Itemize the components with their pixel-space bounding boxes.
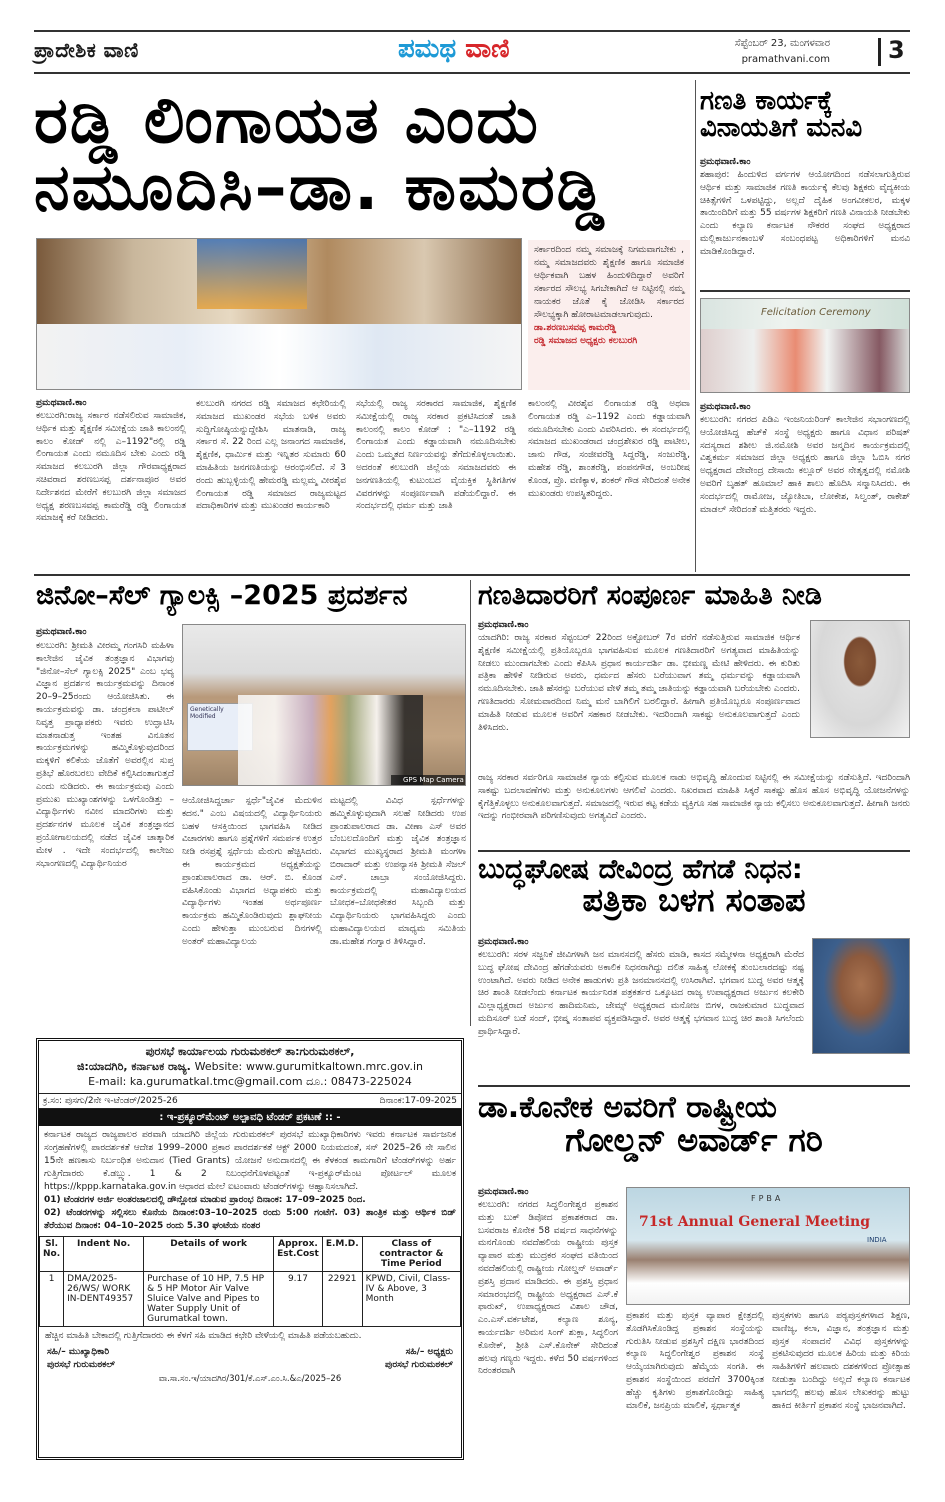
award-headline-line1: ಡಾ.ಕೊನೇಕ ಅವರಿಗೆ ರಾಷ್ಟ್ರೀಯ xyxy=(478,1090,777,1125)
award-headline xyxy=(478,1092,910,1157)
lead-headline xyxy=(34,84,689,226)
tender-sign-left-title: ಸಹಿ/– ಮುಖ್ಯಾಧಿಕಾರಿ xyxy=(47,1347,110,1357)
lead-col1: ಕಲಬುರಗಿ:ರಾಜ್ಯ ಸರ್ಕಾರ ನಡೆಸಲಿರುವ ಸಾಮಾಜಿಕ, ಆರ್ಥಿಕ ಮತ್ತು ಶೈಕ್ಷಣಿಕ ಸಮೀಕ್ಷೆಯ ಜಾತಿ ಕಾಲಂನಲ್ಲಿ ಕಾಲಂ ಕೋಡ್ ನಲ್ಲಿ ಎ–1192"ರಲ್ಲಿ ರಡ್ಡಿ ಲಿಂಗಾಯತ ಎಂದು ನಮೂದಿಸ ಬೇಕು ಎಂದು ರಡ್ಡಿ ಸಮಾಜದ ಕಲಬುರಗಿ ಜಿಲ್ಲಾ ಗೌರವಾಧ್ಯಕ್ಷರಾದ ಸಚಿವರಾದ ಶರಣಬಸಪ್ಪ ದರ್ಶನಾಪೂರ ಅವರ ನಿರ್ದೇಶನದ ಮೇರೆಗೆ ಕಲಬುರಗಿ ಜಿಲ್ಲಾ ಸಮಾಜದ ಅಧ್ಯಕ್ಷ ಶರಣಬಸವಪ್ಪ ಕಾಮರೆಡ್ಡಿ ರಡ್ಡಿ ಲಿಂಗಾಯತ ಸಮಾಜಕ್ಕೆ ಕರೆ ನೀಡಿದರು. xyxy=(36,411,186,524)
tender-contact-line xyxy=(39,1074,461,1089)
genosel-col3: ಮಟ್ಟದಲ್ಲಿ ವಿವಿಧ ಸ್ಪರ್ಧೆಗಳನ್ನು ಹಮ್ಮಿಕೊಳ್ಳುವುದಾಗಿ ಸಲಹೆ ನೀಡಿದರು ಉಪ ಪ್ರಾಂಶುಪಾಲರಾದ ಡಾ. ವೀಣಾ ಎಸ್ ಅವರ ಬೆಂಬಲದೊಂದಿಗೆ ಮತ್ತು ಜೈವಿಕ ತಂತ್ರಜ್ಞಾನ ವಿಭಾಗದ ಮುಖ್ಯಸ್ಥರಾದ ಶ್ರೀಮತಿ ಮಂಗಳಾ ಬಿರಾದಾರ್ ಮತ್ತು ಉಪನ್ಯಾಸಕಿ ಶ್ರೀಮತಿ ಸೆಜಲ್ ಎನ್. ಚಾಬ್ರಾ ಸಂಯೋಜಿಸಿದ್ದರು. ಕಾರ್ಯಕ್ರಮದಲ್ಲಿ ಮಹಾವಿದ್ಯಾಲಯದ ಬೋಧಕ–ಬೋಧಕೇತರ ಸಿಬ್ಬಂದಿ ಮತ್ತು ವಿದ್ಯಾರ್ಥಿನಿಯರು ಭಾಗವಹಿಸಿದ್ದರು ಎಂದು ಮಹಾವಿದ್ಯಾಲಯದ ಮಾಧ್ಯಮ ಸಮಿತಿಯ ಡಾ.ಮಹೇಶ ಗಂಗ್ವಾರ ತಿಳಿಸಿದ್ದಾರೆ. xyxy=(330,796,466,947)
cell-emd: 22921 xyxy=(322,1272,362,1327)
tender-signatures xyxy=(39,1346,461,1372)
lead-quote-author-title: ರಡ್ಡಿ ಸಮಾಜದ ಅಧ್ಯಕ್ಷರು ಕಲಬುರಗಿ xyxy=(534,336,638,346)
lead-headline-line1: ರಡ್ಡಿ ಲಿಂಗಾಯತ ಎಂದು xyxy=(34,84,540,158)
cell-sl: 1 xyxy=(40,1272,64,1327)
ganathi-body-bottom: ರಾಜ್ಯ ಸರಕಾರ ಸರ್ವರಿಗೂ ಸಾಮಾಜಿಕ ನ್ಯಾಯ ಕಲ್ಪಿಸುವ ಮೂಲಕ ನಾಡು ಅಭಿವೃದ್ಧಿ ಹೊಂದುವ ನಿಟ್ಟಿನಲ್ಲಿ ಈ ಸಮೀಕ್ಷೆಯನ್ನು ನಡೆಸುತ್ತಿದೆ. ಇದರಿಂದಾಗಿ ಸಾಕಷ್ಟು ಬದಲಾವಣೆಗಳು ಮತ್ತು ಅನುಕೂಲಗಳು ಆಗಲಿವೆ ಎಂದರು. ನಿಖರವಾದ ಮಾಹಿತಿ ಸಿಕ್ಕರೆ ಸಾಕಷ್ಟು ಹೊಸ ಹೊಸ ಅಭಿವೃದ್ಧಿ ಯೋಜನೆಗಳನ್ನು ಕೈಗೆತ್ತಿಕೊಳ್ಳಲು ಅನುಕೂಲವಾಗುತ್ತದೆ. ಸಮಾಜದಲ್ಲಿ ಇರುವ ಕಟ್ಟ ಕಡೆಯ ವ್ಯಕ್ತಿಗೂ ಸಹ ಸಾಮಾಜಿಕ ನ್ಯಾಯ ಕಲ್ಪಿಸಲು ಅನುಕೂಲವಾಗುತ್ತದೆ. ಹೀಗಾಗಿ ಜನರು ಇದನ್ನು ಗಂಭೀರವಾಗಿ ಪರಿಗಣಿಸುವುದು ಅಗತ್ಯವಿದೆ ಎಂದರು. xyxy=(478,773,910,822)
felicitation-photo xyxy=(700,298,910,393)
lead-col3: ಸಭೆಯಲ್ಲಿ ರಾಜ್ಯ ಸರಕಾರದ ಸಾಮಾಜಿಕ, ಶೈಕ್ಷಣಿಕ ಸಮೀಕ್ಷೆಯಲ್ಲಿ ರಾಜ್ಯ ಸರಕಾರ ಪ್ರಕಟಿಸಿದಂತೆ ಜಾತಿ ಕಾಲಂನಲ್ಲಿ ಕಾಲಂ ಕೋಡ್ : "ಎ–1192 ರಡ್ಡಿ ಲಿಂಗಾಯತ ಎಂದು ಕಡ್ಡಾಯವಾಗಿ ನಮೂದಿಸಬೇಕು ಎಂದು ಒಮ್ಮತದ ನಿರ್ಣಯವನ್ನು ತೆಗೆದುಕೊಳ್ಳಲಾಯಿತು. ಅದರಂತೆ ಕಲಬುರಗಿ ಜಿಲ್ಲೆಯ ಸಮಾಜದವರು ಈ ಜನಗಣತಿಯಲ್ಲಿ ಕುಟುಂಬದ ವೈಯಕ್ತಿಕ ಸ್ಥಿತಿಗತಿಗಳ ವಿವರಗಳನ್ನು ಸಂಪೂರ್ಣವಾಗಿ ಪಡೆಯಲಿದ್ದಾರೆ. ಈ ಸಂದರ್ಭದಲ್ಲಿ ಧರ್ಮ ಮತ್ತು ಜಾತಿ xyxy=(356,399,516,512)
col-header-indent: Indent No. xyxy=(64,1237,144,1272)
tender-email-label: E-mail: xyxy=(88,1075,127,1088)
tender-website[interactable]: www.gurumitkaltown.mrc.gov.in xyxy=(246,1060,423,1073)
side-top-headline xyxy=(700,88,912,143)
ganathi-portrait xyxy=(810,620,910,738)
genosel-photo-screen: Genetically Modified xyxy=(187,703,253,751)
award-photo xyxy=(626,1187,910,1305)
tender-dipr-ref: ವಾ.ಸಾ.ಸಂ.ಇ/ಯಾದಗಿರ/301/ಕೆ.ಎಸ್.ಎಂ.ಸಿ.&ಎ/2025–26 xyxy=(158,1374,342,1384)
ganathi-body-top: ಯಾದಗಿರಿ: ರಾಜ್ಯ ಸರಕಾರ ಸೆಪ್ಟಂಬರ್ 22ರಿಂದ ಅಕ್ಟೋಬರ್ 7ರ ವರೆಗೆ ನಡೆಸುತ್ತಿರುವ ಸಾಮಾಜಿಕ ಆರ್ಥಿಕ ಶೈಕ್ಷಣಿಕ ಸಮೀಕ್ಷೆಯಲ್ಲಿ ಪ್ರತಿಯೊಬ್ಬರೂ ಭಾಗವಹಿಸುವ ಮೂಲಕ ಗಣತಿದಾರರಿಗೆ ಅಗತ್ಯವಾದ ಮಾಹಿತಿಯನ್ನು ನೀಡಲು ಮುಂದಾಗಬೇಕು ಎಂದು ಕೆಪಿಸಿಸಿ ಪ್ರಧಾನ ಕಾರ್ಯದರ್ಶಿ ಡಾ. ಭೀಮಣ್ಣ ಮೇಟಿ ಹೇಳಿದರು. ಈ ಕುರಿತು ಪತ್ರಿಕಾ ಹೇಳಿಕೆ ನೀಡಿರುವ ಅವರು, ಧರ್ಮದ ಹೆಸರು ಬರೆಯುವಾಗ ತಮ್ಮ ಧರ್ಮವನ್ನು ಕಡ್ಡಾಯವಾಗಿ ನಮೂದಿಸಬೇಕು. ಜಾತಿ ಹೆಸರನ್ನು ಬರೆಯುವ ವೇಳೆ ತಮ್ಮ ತಮ್ಮ ಜಾತಿಯನ್ನು ಕಡ್ಡಾಯವಾಗಿ ಬರೆಯಬೇಕು ಎಂದರು. ಗಣತಿದಾರರು ಸೋಮವಾರದಿಂದ ನಿಮ್ಮ ಮನೆ ಬಾಗಿಲಿಗೆ ಬರಲಿದ್ದಾರೆ. ಹೀಗಾಗಿ ಪ್ರತಿಯೊಬ್ಬರೂ ಸಂಪೂರ್ಣವಾದ ಮಾಹಿತಿ ನೀಡುವ ಮೂಲಕ ಅವರಿಗೆ ಸಹಕಾರ ನೀಡಬೇಕು. ಇದರಿಂದಾಗಿ ಸಾಕಷ್ಟು ಅನುಕೂಲವಾಗುತ್ತದೆ ಎಂದು ತಿಳಿಸಿದರು. xyxy=(478,633,800,733)
col-header-emd: E.M.D. xyxy=(322,1237,362,1272)
lead-col2: ಕಲಬುರಗಿ ನಗರದ ರಡ್ಡಿ ಸಮಾಜದ ಕಛೇರಿಯಲ್ಲಿ ಸಮಾಜದ ಮುಖಂಡರ ಸಭೆಯ ಬಳಿಕ ಅವರು ಸುದ್ದಿಗೋಷ್ಠಿಯನ್ನುದ್ದೇಶಿಸಿ ಮಾತನಾಡಿ, ರಾಜ್ಯ ಸರ್ಕಾರ ಸೆ. 22 ರಿಂದ ಎಲ್ಲ ಜನಾಂಗದ ಸಾಮಾಜಿಕ, ಶೈಕ್ಷಣಿಕ, ಧಾರ್ಮಿಕ ಮತ್ತು ಇನ್ನಿತರ ಸುಮಾರು 60 ಮಾಹಿತಿಯ ಜನಗಣತಿಯನ್ನು ಆರಂಭಿಸಲಿದೆ. ಸೆ 3 ರಂದು ಹುಬ್ಬಳ್ಳಿಯಲ್ಲಿ ಹೇಮರಡ್ಡಿ ಮಲ್ಲಮ್ಮ ವೀರಶೈವ ಲಿಂಗಾಯತ ರಡ್ಡಿ ಸಮಾಜದ ರಾಜ್ಯಮಟ್ಟದ ಪದಾಧಿಕಾರಿಗಳ ಮತ್ತು ಮುಖಂಡರ ಕಾರ್ಯಕಾರಿ xyxy=(196,399,346,512)
award-headline-line2: ಗೋಲ್ಡನ್ ಅವಾರ್ಡ್ ಗರಿ xyxy=(565,1120,823,1159)
page-number-divider xyxy=(878,38,881,66)
cell-indent: DMA/2025-26/WS/ WORK IN-DENT49357 xyxy=(64,1272,144,1327)
masthead-top-rule xyxy=(34,30,910,32)
genosel-photo-people xyxy=(238,695,423,786)
section-divider-1 xyxy=(34,574,910,576)
tender-footer-note: ಹೆಚ್ಚಿನ ಮಾಹಿತಿ ಬೇಕಾದಲ್ಲಿ ಗುತ್ತಿಗೆದಾರರು ಈ ಕೆಳಗೆ ಸಹಿ ಮಾಡಿದ ಕಛೇರಿ ವೇಳೆಯಲ್ಲಿ ಮಾಹಿತಿ ಪಡೆಯಬಹುದು. xyxy=(45,1331,362,1341)
col-header-class: Class of contractor & Time Period xyxy=(362,1237,460,1272)
side-top-body: ಶಹಾಪುರ: ಹಿಂದುಳಿದ ವರ್ಗಗಳ ಆಯೋಗದಿಂದ ನಡೆಸಲಾಗುತ್ತಿರುವ ಆರ್ಥಿಕ ಮತ್ತು ಸಾಮಾಜಿಕ ಗಣತಿ ಕಾರ್ಯಕ್ಕೆ ಕೆಲವು ಶಿಕ್ಷಕರು ವೈದ್ಯಕೀಯ ಚಿಕಿತ್ಸೆಗಳಿಗೆ ಒಳಪಟ್ಟಿದ್ದು, ಅಲ್ಲದೆ ದೈಹಿಕ ಅಂಗವೀಕಲರ, ಮಕ್ಕಳ ತಾಯಿಂದಿರಿಗೆ ಮತ್ತು 55 ವರ್ಷಗಳ ಶಿಕ್ಷಕರಿಗೆ ಗಣತಿ ವಿನಾಯತಿ ನೀಡಬೇಕು ಎಂದು ಕಲ್ಯಾಣ ಕರ್ನಾಟಕ ನೌಕರರ ಸಂಘದ ಅಧ್ಯಕ್ಷರಾದ ಮಲ್ಲಿಕಾರ್ಜುನಕಾಂಬಳೆ ಸಂಬಂಧಪಟ್ಟ ಅಧಿಕಾರಿಗಳಿಗೆ ಮನವಿ ಮಾಡಿಕೊಂಡಿದ್ದಾರೆ. xyxy=(700,170,910,257)
website-link[interactable]: pramathvani.com xyxy=(741,54,830,65)
genosel-photo xyxy=(182,624,466,786)
award-col1: ಕಲಬುರಗಿ: ನಗರದ ಸಿದ್ಧಲಿಂಗೇಶ್ವರ ಪ್ರಕಾಶನ ಮತ್ತು ಬುಕ್ ಡಿಪೋದ ಪ್ರಕಾಶಕರಾದ ಡಾ. ಬಸವರಾಜ ಕೊನೇಕ 58 ವರ್ಷದ ಸಾಧನೆಗಳನ್ನು ಮನಗೊಂಡು ನವದೆಹಲಿಯ ರಾಷ್ಟ್ರೀಯ ಪುಸ್ತಕ ವ್ಯಾಪಾರ ಮತ್ತು ಮುದ್ರಕರ ಸಂಘದ ವತಿಯಿಂದ ನವದೆಹಲಿಯಲ್ಲಿ ರಾಷ್ಟ್ರೀಯ ಗೋಲ್ಡನ್ ಅವಾರ್ಡ್ ಪ್ರಶಸ್ತಿ ಪ್ರದಾನ ಮಾಡಿದರು. ಈ ಪ್ರಶಸ್ತಿ ಪ್ರಧಾನ ಸಮಾರಂಭದಲ್ಲಿ ರಾಷ್ಟ್ರೀಯ ಅಧ್ಯಕ್ಷರಾದ ಎಸ್.ಕೆ ಫಾರುಖ್, ಉಪಾಧ್ಯಕ್ಷರಾದ ವಿಶಾಲ ಚೌಡ, ಎಂ.ಎಸ್.ವರ್ಕಟೇಶ, ಕಲ್ಯಾಣ ಶೂನ್ಯ, ಕಾರ್ಯದರ್ಶಿ ಅರಿಮನ ಸಿಂಗ್ ಶುಕ್ಲಾ, ಸಿದ್ಧಲಿಂಗ ಕೊನೇಕ್, ಶ್ರೀತಿ ಎಸ್.ಕೊನೇಕ್ ಸೇರಿದಂತೆ ಹಲವು ಗಣ್ಯರು ಇದ್ದರು. ಕಳೆದ 50 ವರ್ಷಗಳಿಂದ ನಿರಂತರವಾಗಿ xyxy=(478,1200,618,1377)
award-photo-country: INDIA xyxy=(867,1236,887,1244)
tender-table-header-row xyxy=(40,1237,461,1272)
col-header-sl: Sl. No. xyxy=(40,1237,64,1272)
tender-table xyxy=(39,1236,461,1327)
genosel-col1: ಕಲಬುರಗಿ: ಶ್ರೀಮತಿ ವೀರಮ್ಮ ಗಂಗಸಿರಿ ಮಹಿಳಾ ಕಾಲೇಜಿನ ಜೈವಿಕ ತಂತ್ರಜ್ಞಾನ ವಿಭಾಗವು "ಜಿನೋ–ಸೆಲ್ ಗ್ಯಾಲಕ್ಸಿ 2025" ಎಂಬ ಭವ್ಯ ವಿಜ್ಞಾನ ಪ್ರದರ್ಶನ ಕಾರ್ಯಕ್ರಮವನ್ನು ದಿನಾಂಕ 20–9–25ರಂದು ಆಯೋಜಿಸಿತು. ಈ ಕಾರ್ಯಕ್ರಮವನ್ನು ಡಾ. ಚಂದ್ರಕಲಾ ಪಾಟೀಲ್ ನಿವೃತ್ತ ಪ್ರಾಧ್ಯಾಪಕರು ಇವರು ಉದ್ಘಾಟಿಸಿ ಮಾತನಾಡುತ್ತ ಇಂತಹ ವಿನೂತನ ಕಾರ್ಯಕ್ರಮಗಳನ್ನು ಹಮ್ಮಿಕೊಳ್ಳುವುದರಿಂದ ಮಕ್ಕಳಿಗೆ ಕಲಿಕೆಯ ಜೊತೆಗೆ ಅವರಲ್ಲಿನ ಸುಪ್ತ ಪ್ರತಿಭೆ ಹೊರಬರಲು ವೇದಿಕೆ ಕಲ್ಪಿಸಿದಂತಾಗುತ್ತದೆ ಎಂದು ನುಡಿದರು. ಈ ಕಾರ್ಯಕ್ರಮವು ಎಂದು ಪ್ರಮುಖ ಮುಖ್ಯಾಂಶಗಳನ್ನು ಒಳಗೊಂಡಿತ್ತು – ವಿದ್ಯಾರ್ಥಿಗಳು ನವೀನ ಮಾದರಿಗಳು ಮತ್ತು ಪ್ರದರ್ಶನಗಳ ಮೂಲಕ ಜೈವಿಕ ತಂತ್ರಜ್ಞಾನದ ಪ್ರಯೋಗಾಲಯದಲ್ಲಿ ನಡೆದ ಜೈವಿಕ ಚಾತ್ಕಾರಿಕ ಮೇಳ . ಇದೇ ಸಂದರ್ಭದಲ್ಲಿ ಕಾಲೇಜು ಸಭಾಂಗಣದಲ್ಲಿ ವಿದ್ಯಾರ್ಥಿನಿಯರ xyxy=(36,641,174,869)
col-header-cost: Approx. Est.Cost xyxy=(274,1237,323,1272)
tender-ref-no: ಕ್ರ.ಸಂ: ಪುಸಗು/2ನೇ ಇ-ಟೆಂಡರ್/2025-26 xyxy=(43,1096,178,1106)
obituary-headline-line2: ಪತ್ರಿಕಾ ಬಳಗ ಸಂತಾಪ xyxy=(582,881,806,920)
side-divider xyxy=(700,290,910,292)
obituary-byline: ಪ್ರಮಥವಾಣಿ.ಕಾಂ xyxy=(478,937,529,947)
tender-sign-left xyxy=(47,1346,115,1372)
tender-ref-row xyxy=(39,1093,461,1109)
tender-email[interactable]: ka.gurumatkal.tmc@gmail.com xyxy=(129,1075,303,1088)
lead-photo-portrait xyxy=(197,239,307,309)
lead-byline: ಪ್ರಮಥವಾಣಿ.ಕಾಂ xyxy=(36,398,87,408)
section-divider-2 xyxy=(478,850,910,852)
award-photo-event: 71st Annual General Meeting xyxy=(639,1214,871,1230)
paper-logo-part2: ವಾಣಿ xyxy=(465,34,510,64)
ganathi-byline: ಪ್ರಮಥವಾಣಿ.ಕಾಂ xyxy=(478,620,529,630)
column-divider-2 xyxy=(470,580,471,1026)
felicitation-photo-people xyxy=(701,329,910,393)
paper-logo-part1: ಪಮಥ xyxy=(398,34,457,64)
tender-notice xyxy=(36,1038,464,1460)
tender-point-2: 02) ಟೆಂಡರಗಳನ್ನು ಸಲ್ಲಿಸಲು ಕೊನೆಯ ದಿನಾಂಕ:03–10–2025 ರಂದು 5:00 ಗಂಟೆಗೆ. 03) ತಾಂತ್ರಿಕ ಮತ್ತು ಆರ್ಥಿಕ ಬಿಡ್ ತೆರೆಯುವ ದಿನಾಂಕ: 04–10–2025 ರಂದು 5.30 ಘಂಟೆಯ ನಂತರ xyxy=(44,1208,456,1231)
obituary-headline xyxy=(478,856,910,918)
cell-details: Purchase of 10 HP, 7.5 HP & 5 HP Motor Air Valve Sluice Valve and Pipes to Water Supply Unit of Gurumatkal town. xyxy=(144,1272,274,1327)
column-divider xyxy=(695,80,696,572)
tender-office-line1: ಪುರಸಭೆ ಕಾರ್ಯಾಲಯ ಗುರುಮಠಕಲ್ ತಾ:ಗುರುಮಠಕಲ್, xyxy=(145,1045,355,1058)
obituary-portrait xyxy=(812,938,910,1054)
tender-sign-right-title: ಸಹಿ/– ಅಧ್ಯಕ್ಷರು xyxy=(405,1347,453,1357)
tender-sign-left-office: ಪುರಸಭೆ ಗುರುಮಠಕಲ್ xyxy=(47,1360,115,1370)
masthead-bottom-rule xyxy=(34,72,910,74)
award-byline: ಪ್ರಮಥವಾಣಿ.ಕಾಂ xyxy=(478,1187,529,1197)
tender-body-text: ಕರ್ನಾಟಕ ರಾಜ್ಯದ ರಾಜ್ಯಪಾಲರ ಪರವಾಗಿ ಯಾದಗಿರಿ ಜಿಲ್ಲೆಯ ಗುರುಮಠಕಲ್ ಪುರಸಭೆ ಮುಖ್ಯಾಧಿಕಾರಿಗಳು ಇವರು ಕರ್ನಾಟಕ ಸಾರ್ವಜನಿಕ ಸಂಗ್ರಹಣೆಗಳಲ್ಲಿ ಪಾರದರ್ಶಕತೆ ಆದೇಶ 1999–2000 ಪ್ರಕಾರ ಪಾರದರ್ಶಕತೆ ಆಕ್ಟ್ 2000 ನಿಯಮದಂತೆ, ಸನ್ 2025–26 ನೇ ಸಾಲಿನ 15ನೇ ಹಣಕಾಸು ನಿರ್ಬಂಧಿತ ಅನುದಾನ (Tied Grants) ಯೋಜನೆ ಅನುದಾನದಲ್ಲಿ ಈ ಕೆಳಕಂಡ ಕಾಮಗಾರಿಗೆ ಟೆಂಡರ್‌ಗಳನ್ನು ಅರ್ಹ ಗುತ್ತಿಗೆದಾರರು ಕೆ.ಡಬ್ಲ್ಯು. 1 & 2 ನಿಬಂಧನೆಗೊಳಪಟ್ಟಂತೆ ಇ-ಪ್ರಕ್ಯೂರ್‌ಮೆಂಟ ಪೋರ್ಟಲ್ ಮೂಲಕ https://kppp.karnataka.gov.in ಆಧಾರದ ಮೇಲೆ ಐಟಂವಾರು ಟೆಂಡರ್‌ಗಳನ್ನು ಆಹ್ವಾನಿಸಲಾಗಿದೆ. xyxy=(44,1130,456,1192)
col-header-details: Details of work xyxy=(144,1237,274,1272)
issue-date: ಸೆಪ್ಟೆಂಬರ್ 23, ಮಂಗಳವಾರ xyxy=(734,38,830,49)
genosel-col2: ಆಯೋಜಿಸಿದ್ದರ್ಚಾ ಸ್ಪರ್ಧೆ"ಜೈವಿಕ ಮೆದುಳಿನ ಕದನ." ಎಂಬ ವಿಷಯದಲ್ಲಿ ವಿದ್ಯಾರ್ಥಿನಿಯರು ಬಹಳ ಆಸಕ್ತಿಯಿಂದ ಭಾಗವಹಿಸಿ ನೀಡಿದ ವಿಚಾರಗಳು ಹಾಗೂ ಪ್ರಶ್ನೆಗಳಿಗೆ ಸಮರ್ಪಕ ಉತ್ತರ ನೀಡಿ ರಸಪ್ರಶ್ನೆ ಸ್ಪರ್ಧೆಯ ಮೆರುಗು ಹೆಚ್ಚಿಸಿದರು. ಈ ಕಾರ್ಯಕ್ರಮದ ಅಧ್ಯಕ್ಷತೆಯನ್ನು ಪ್ರಾಂಶುಪಾಲರಾದ ಡಾ. ಆರ್. ಬಿ. ಕೊಂಡ ವಹಿಸಿಕೊಂಡು ವಿಭಾಗದ ಅಧ್ಯಾಪಕರು ಮತ್ತು ವಿದ್ಯಾರ್ಥಿಗಳು ಇಂತಹ ಅರ್ಥಪೂರ್ಣ ಕಾರ್ಯಕ್ರಮ ಹಮ್ಮಿಕೊಂಡಿರುವುದು ಶ್ಲಾಘನೀಯ ಎಂದು ಹೇಳುತ್ತಾ ಮುಂಬರುವ ದಿನಗಳಲ್ಲಿ ಅಂತರ್ ಮಹಾವಿದ್ಯಾಲಯ xyxy=(182,796,322,947)
lead-headline-line2: ನಮೂದಿಸಿ–ಡಾ. ಕಾಮರಡ್ಡಿ xyxy=(34,151,607,226)
felicitation-byline: ಪ್ರಮಥವಾಣಿ.ಕಾಂ xyxy=(700,402,751,412)
gps-badge xyxy=(391,775,465,786)
lead-photo xyxy=(36,238,522,390)
tender-phone: 08473-225024 xyxy=(330,1075,412,1088)
cell-cost: 9.17 xyxy=(274,1272,323,1327)
obituary-body: ಕಲಬುರಗಿ: ಸರಳ ಸಜ್ಜನಿಕೆ ಜೀವಿಗಳಾಗಿ ಜನ ಮಾನಸದಲ್ಲಿ ಹೆಸರು ಮಾಡಿ, ಕಾಸದ ಸಮ್ಮೇಳನಾ ಅಧ್ಯಕ್ಷರಾಗಿ ಮೆರೆದ ಬುದ್ಧ ಘೋಷ ದೇವಿಂದ್ರ ಹೆಗಡೆಯವರು ಅಕಾಲಿಕ ನಿಧನರಾಗಿದ್ದು ದಲಿತ ಸಾಹಿತ್ಯ ಲೋಕಕ್ಕೆ ತುಂಬಲಾರದಷ್ಟು ನಷ್ಟ ಉಂಟಾಗಿದೆ. ಅವರು ನೀಡಿದ ಅನೇಕ ಹಾಡುಗಳು ಪ್ರತಿ ಜನಮಾನಸದಲ್ಲಿ ಉಸಿರಾಗಿವೆ. ಭಗವಾನ ಬುದ್ಧ ಅವರ ಆತ್ಮಕ್ಕೆ ಚಿರ ಶಾಂತಿ ನೀಡಲೆಂದು ಕರ್ನಾಟಕ ಕಾರ್ಯನಿರತ ಪತ್ರಕರ್ತರ ಒಕ್ಕೂಟದ ರಾಜ್ಯ ಉಪಾಧ್ಯಕ್ಷರಾದ ಅರ್ಜುನ ಕಲಕೇರಿ ಮಿಲ್ಲಾಧ್ಯಕ್ಷರಾದ ಅರ್ಜುನ ಹಾದಿಮನಿಮ, ಜೇಮ್ಸ್ ಅಧ್ಯಕ್ಷರಾದ ಮನೋಜ ಬಿಗಳ, ರಾಜಕುಮಾರ ಬುದ್ಧವಾದ ಮದಿಸೂರ್ ಬಡೆ ಸಂದ್, ಭೀಷ್ಮ ಸಂತಾಪವ ವ್ಯಕ್ತಪಡಿಸಿದ್ದಾರೆ. ಅವರ ಆತ್ಮಕ್ಕೆ ಭಗವಾನ ಬುದ್ಧ ಚಿರ ಶಾಂತಿ ಸಿಗಲೆಂದು ಪ್ರಾರ್ಥಿಸಿದ್ದಾರೆ. xyxy=(478,950,804,1037)
table-row xyxy=(40,1272,461,1327)
lead-col4: ಕಾಲಂನಲ್ಲಿ ವೀರಶೈವ ಲಿಂಗಾಯತ ರಡ್ಡಿ ಅಥವಾ ಲಿಂಗಾಯತ ರಡ್ಡಿ ಎ–1192 ಎಂದು ಕಡ್ಡಾಯವಾಗಿ ನಮೂದಿಸಬೇಕು ಎಂದು ವಿವರಿಸಿದರು. ಈ ಸಂದರ್ಭದಲ್ಲಿ ಸಮಾಜದ ಮುಖಂಡರಾದ ಚಂದ್ರಶೇಖರ ರಡ್ಡಿ ಪಾಟೀಲ, ಜಾನು ಗೌಡ, ಸಂಜೀವರೆಡ್ಡಿ ಸಿದ್ದರೆಡ್ಡಿ, ಸಂಜುರೆಡ್ಡಿ, ಮಹೇಶ ರೆಡ್ಡಿ, ಶಾಂತರೆಡ್ಡಿ, ಪಂಪನಗೌಡ, ಅಂಬರೀಷ ಕೊಂಡ, ಪ್ರೊ. ವಣಿಕ್ಯಾಳ, ಶಂಕರ್ ಗೌಡ ಸೇರಿದಂತೆ ಅನೇಕ ಮುಖಂಡರು ಉಪಸ್ಥಿತರಿದ್ದರು. xyxy=(528,399,690,499)
award-photo-brand: FPBA xyxy=(751,1194,784,1203)
obituary-headline-line1: ಬುದ್ಧಘೋಷ ದೇವಿಂದ್ರ ಹೆಗಡೆ ನಿಧನ: xyxy=(478,854,803,885)
side-top-headline-line1: ಗಣತಿ ಕಾರ್ಯಕ್ಕೆ xyxy=(700,86,833,116)
side-top-headline-line2: ವಿನಾಯತಿಗೆ ಮನವಿ xyxy=(700,113,863,144)
felicitation-body: ಕಲಬುರಗಿ: ನಗರದ ಪಿಡಿಎ ಇಂಜನಿಯರಿಂಗ್ ಕಾಲೇಜಿನ ಸಭಾಂಗಣದಲ್ಲಿ ಆಯೋಜಿಸಿದ್ದ ಹೆಚ್‌ಕೆ ಸಂಸ್ಥೆ ಅಧ್ಯಕ್ಷರು ಹಾಗೂ ವಿಧಾನ ಪರಿಷತ್ ಸದಸ್ಯರಾದ ಶಶೀಲ ಜಿ.ನಮೋಶಿ ಅವರ ಜನ್ಮದಿನ ಕಾರ್ಯಕ್ರಮದಲ್ಲಿ ವಿಶ್ವಕರ್ಮ ಸಮಾಜದ ಜಿಲ್ಲಾ ಅಧ್ಯಕ್ಷರು ಹಾಗೂ ಜಿಲ್ಲಾ ಓಬಿಸಿ ನಗರ ಅಧ್ಯಕ್ಷರಾದ ದೇವೇಂದ್ರ ದೇಸಾಯಿ ಕಲ್ಲೂರ್ ಅವರ ನೇತೃತ್ವದಲ್ಲಿ ನಮೋಶಿ ಅವರಿಗೆ ಬೃಹತ್ ಹೂಮಾಲೆ ಹಾಕಿ ಶಾಲು ಹೊದಿಸಿ ಸನ್ಮಾನಿಸಿದರು. ಈ ಸಂದರ್ಭದಲ್ಲಿ ರಾಮೋಜ, ಜ್ಯೋತಿಬಾ, ಲೋಕೇಶ, ಸಿಲ್ವಂತ್, ರಾಕೇಶ್ ಮಾಡಲ್ ಸೇರಿದಂತೆ ಮತ್ತಿತರರು ಇದ್ದರು. xyxy=(700,415,910,515)
tender-office-line2 xyxy=(39,1059,461,1074)
tender-point-1: 01) ಟೆಂಡರಗಳ ಅರ್ಜಿ ಅಂತರಜಾಲದಲ್ಲಿ ಡೌನ್ಲೋಡ ಮಾಡುವ ಪ್ರಾರಂಭ ದಿನಾಂಕ: 17–09–2025 ರಿಂದ. xyxy=(44,1195,366,1205)
lead-quote-author-name: ಡಾ.ಶರಣಬಸವಪ್ಪ ಕಾಮರೆಡ್ಡಿ xyxy=(534,323,617,333)
felicitation-photo-caption: Felicitation Ceremony xyxy=(761,307,871,318)
tender-office-location: ಜಿ:ಯಾದಗಿರಿ, ಕರ್ನಾಟಕ ರಾಜ್ಯ. xyxy=(77,1060,191,1073)
side-top-byline: ಪ್ರಮಥವಾಣಿ.ಕಾಂ xyxy=(700,157,751,167)
tender-date: ದಿನಾಂಕ:17-09-2025 xyxy=(379,1096,457,1106)
tender-header xyxy=(39,1041,461,1089)
award-col3: ಪುಸ್ತಕಗಳು ಹಾಗೂ ಪಠ್ಯಪುಸ್ತಕಗಳಾದ ಶಿಕ್ಷಣ, ವಾಣಿಜ್ಯ, ಕಲಾ, ವಿಜ್ಞಾನ, ತಂತ್ರಜ್ಞಾನ ಮತ್ತು ಪುಸ್ತಕ ಸಂಪಾದನೆ ವಿವಿಧ ಪುಸ್ತಕಗಳನ್ನು ಪ್ರಕಟಿಸುವುದರ ಮೂಲಕ ಹಿರಿಯ ಮತ್ತು ಕಿರಿಯ ಸಾಹಿತಿಗಳಿಗೆ ಹಲವಾರು ದಶಕಗಳಿಂದ ಪ್ರೋತ್ಸಾಹ ನೀಡುತ್ತಾ ಬಂದಿದ್ದು ಅಲ್ಲದೆ ಕಲ್ಯಾಣ ಕರ್ನಾಟಕ ಭಾಗದಲ್ಲಿ ಹಲವು ಹೊಸ ಲೇಖಕರನ್ನು ಹುಟ್ಟು ಹಾಕಿದ ಕೀರ್ತಿಗೆ ಪ್ರಕಾಶನ ಸಂಸ್ಥೆ ಭಾಜನವಾಗಿದೆ. xyxy=(772,1311,910,1411)
genosel-headline: ಜಿನೋ–ಸೆಲ್ ಗ್ಯಾಲಕ್ಸಿ –2025 ಪ್ರದರ್ಶನ xyxy=(36,580,408,611)
tender-body xyxy=(39,1126,461,1236)
cell-class: KPWD, Civil, Class-IV & Above, 3 Month xyxy=(362,1272,460,1327)
ganathi-headline: ಗಣತಿದಾರರಿಗೆ ಸಂಪೂರ್ಣ ಮಾಹಿತಿ ನೀಡಿ xyxy=(478,580,822,611)
gps-badge-text: GPS Map Camera xyxy=(403,776,464,784)
section-divider-3 xyxy=(478,1085,910,1087)
tender-phone-label: ದೂ.: xyxy=(306,1075,328,1088)
tender-website-label: Website: xyxy=(194,1060,243,1073)
tender-sign-right xyxy=(385,1346,453,1372)
award-col2: ಪ್ರಕಾಶನ ಮತ್ತು ಪುಸ್ತಕ ವ್ಯಾಪಾರ ಕ್ಷೇತ್ರದಲ್ಲಿ ತೊಡಗಿಸಿಕೊಂಡಿದ್ದ ಪ್ರಕಾಶನ ಸಂಸ್ಥೆಯನ್ನು ಗುರುತಿಸಿ ನೀಡುವ ಪ್ರಶಸ್ತಿಗೆ ದಕ್ಷಿಣ ಭಾರತದಿಂದ ಕಲ್ಯಾಣ ಸಿದ್ಧಲಿಂಗೇಶ್ವರ ಪ್ರಕಾಶನ ಸಂಸ್ಥೆ ಆಯ್ಕೆಯಾಗಿರುವುದು ಹೆಮ್ಮೆಯ ಸಂಗತಿ. ಈ ಪ್ರಕಾಶನ ಸಂಸ್ಥೆಯಿಂದ ಪರದೆಗೆ 3700ಕ್ಕಿಂತ ಹೆಚ್ಚು ಕೃತಿಗಳು ಪ್ರಕಾಶಗೊಂಡಿದ್ದು ಸಾಹಿತ್ಯ ಮಾಲಿಕೆ, ಜನಪ್ರಿಯ ಮಾಲಿಕೆ, ಸ್ಪರ್ಧಾತ್ಮಕ xyxy=(626,1311,764,1411)
tender-banner: : ಇ-ಪ್ರಕ್ಯೂರ್‌ಮೆಂಟ್ ಅಲ್ಪಾವಧಿ ಟೆಂಡರ್ ಪ್ರಕಟಣೆ :: - xyxy=(39,1109,461,1126)
lead-quote-text: ಸರ್ಕಾರದಿಂದ ನಮ್ಮ ಸಮಾಜಕ್ಕೆ ನಿಗಮವಾಗಬೇಕು , ನಮ್ಮ ಸಮಾಜದವರು ಶೈಕ್ಷಣಿಕ ಹಾಗೂ ಸಮಾಜಿಕ ಆರ್ಥಿಕವಾಗಿ ಬಹಳ ಹಿಂದುಳಿದಿದ್ದಾರೆ ಅವರಿಗೆ ಸರ್ಕಾರದ ಸೌಲಭ್ಯ ಸಿಗಬೇಕಾಗಿದೆ ಆ ನಿಟ್ಟಿನಲ್ಲಿ ನಮ್ಮ ನಾಯಕರ ಜೊತೆ ಕೈ ಜೋಡಿಸಿ ಸರ್ಕಾರದ ಸೌಲಭ್ಯಕ್ಕಾಗಿ ಹೋರಾಟಮಾಡಲಾಗುವುದು. xyxy=(534,245,684,320)
section-title: ಪ್ರಾದೇಶಿಕ ವಾಣಿ xyxy=(34,38,139,62)
paper-logo xyxy=(398,34,510,65)
lead-quote-box xyxy=(528,240,690,390)
genosel-byline: ಪ್ರಮಥವಾಣಿ.ಕಾಂ xyxy=(36,627,87,637)
page-number: 3 xyxy=(888,36,905,64)
tender-sign-right-office: ಪುರಸಭೆ ಗುರುಮಠಕಲ್ xyxy=(385,1360,453,1370)
lead-photo-people xyxy=(37,324,522,390)
